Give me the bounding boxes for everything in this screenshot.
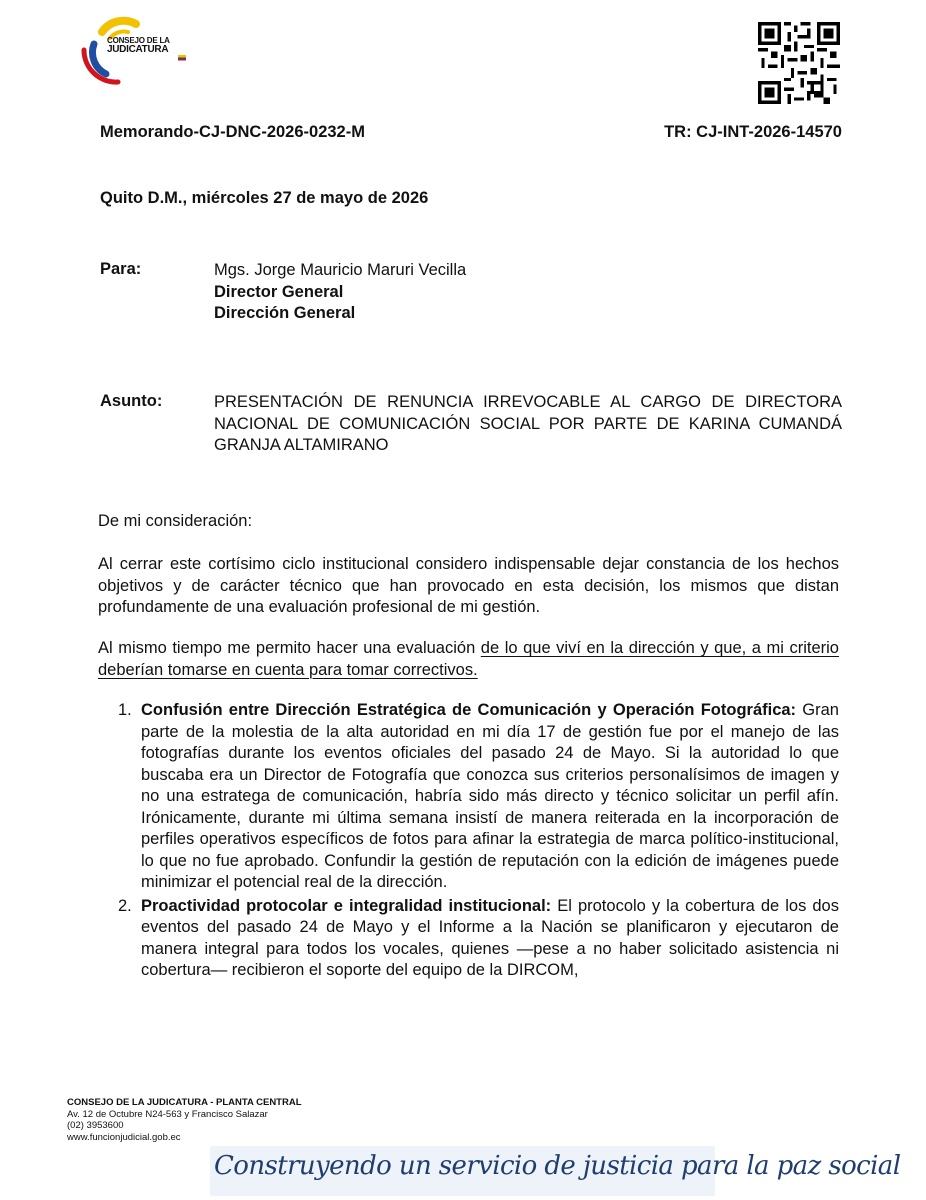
paragraph-2-underlined: de lo que viví en la dirección y que, a mi criterio deberían tomarse en cuenta para tomar correctivos. [98, 639, 839, 679]
recipient-title: Director General [214, 282, 344, 301]
logo-wordmark [107, 37, 170, 56]
recipient-name: Mgs. Jorge Mauricio Maruri Vecilla [214, 261, 467, 279]
footer-address-block [67, 1097, 302, 1143]
list-item-number: 2. [118, 896, 132, 915]
qr-code-icon [758, 22, 840, 104]
numbered-list [98, 700, 839, 984]
logo-line-2: JUDICATURA [107, 44, 169, 56]
subject-text: PRESENTACIÓN DE RENUNCIA IRREVOCABLE AL CARGO DE DIRECTORA NACIONAL DE COMUNICACIÓN SOCIAL POR PARTE DE KARINA CUMANDÁ GRANJA ALTAMIRANO [214, 393, 842, 454]
footer-phone: (02) 3953600 [67, 1120, 124, 1131]
memo-number: Memorando-CJ-DNC-2026-0232-M [100, 123, 365, 141]
list-item-title: Confusión entre Dirección Estratégica de Comunicación y Operación Fotográfica: [141, 701, 797, 719]
memo-date: Quito D.M., miércoles 27 de mayo de 2026 [100, 189, 429, 207]
footer-org: CONSEJO DE LA JUDICATURA - PLANTA CENTRAL [67, 1097, 302, 1108]
subject-label: Asunto: [100, 392, 163, 410]
list-item [98, 700, 839, 894]
list-item-text: Gran parte de la molestia de la alta autoridad en mi día 17 de gestión fue por el manejo de las fotografías durante los eventos oficiales del pasado 24 de Mayo. Si la autoridad lo que buscaba era un Director de Fotografía que conozca sus criterios personalísimos de imagen y no una estratega de comunicación, habría sido más directo y técnico solicitar un perfil afín. Irónicamente, durante mi última semana insistí de manera reiterada en la incorporación de perfiles operativos específicos de fotos para afinar la estrategia de marca político-institucional, lo que no fue aprobado. Confundir la gestión de reputación con la edición de imágenes puede minimizar el potencial real de la dirección. [141, 701, 839, 891]
recipient-block [214, 260, 466, 325]
recipient-unit: Dirección General [214, 304, 356, 322]
body-paragraph-1: Al cerrar este cortísimo ciclo institucional considero indispensable dejar constancia de los hechos objetivos y de carácter técnico que han provocado en esta decisión, los mismos que distan profundamente de una evaluación profesional de mi gestión. [98, 555, 839, 616]
tr-number: TR: CJ-INT-2026-14570 [664, 123, 842, 141]
footer-slogan: Construyendo un servicio de justicia para la paz social [214, 1151, 901, 1181]
footer-web: www.funcionjudicial.gob.ec [67, 1131, 181, 1143]
list-item-text: El protocolo y la cobertura de los dos eventos del pasado 24 de Mayo y el Informe a la Nación se planificaron y ejecutaron de manera integral para todos los vocales, quienes —pese a no haber solicitado asistencia ni cobertura— recibieron el soporte del equipo de la DIRCOM, [141, 896, 839, 979]
footer-address: Av. 12 de Octubre N24-563 y Francisco Salazar [67, 1108, 268, 1120]
logo-line-1: CONSEJO DE LA [107, 36, 170, 45]
body-paragraph-2 [98, 638, 839, 681]
paragraph-2-start: Al mismo tiempo me permito hacer una evaluación [98, 639, 481, 657]
list-item-title: Proactividad protocolar e integralidad institucional: [141, 896, 552, 915]
list-item-number: 1. [118, 701, 132, 719]
recipient-label: Para: [100, 260, 142, 278]
greeting: De mi consideración: [98, 512, 253, 530]
list-item [98, 896, 839, 982]
